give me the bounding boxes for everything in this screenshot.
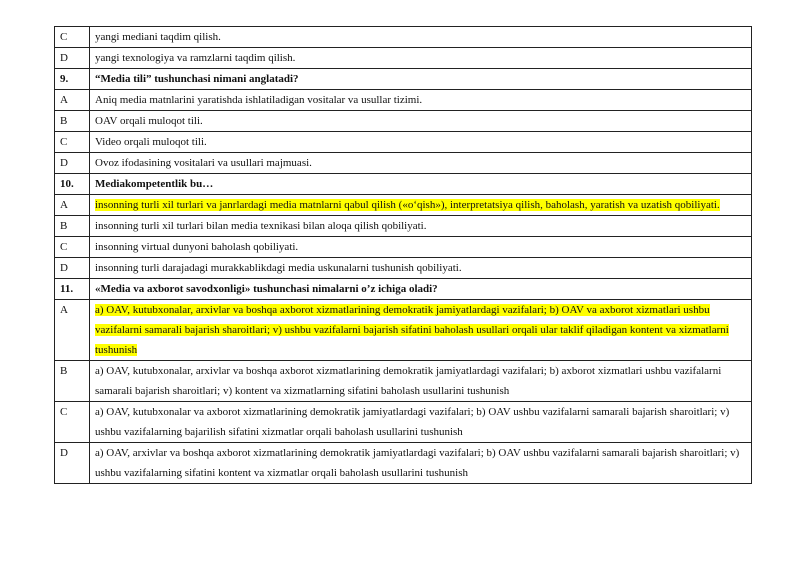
option-key: A	[55, 300, 90, 361]
question-number: 9.	[55, 69, 90, 90]
option-key: B	[55, 361, 90, 402]
highlighted-answer: insonning turli xil turlari va janrlardagi media matnlarni qabul qilish («o‘qish»), interpretatsiya qilish, baholash, yaratish va uzatish qobiliyati.	[95, 199, 720, 211]
question-number: 10.	[55, 174, 90, 195]
option-text: insonning virtual dunyoni baholash qobiliyati.	[90, 237, 752, 258]
table-row	[55, 402, 752, 443]
option-text: Ovoz ifodasining vositalari va usullari majmuasi.	[90, 153, 752, 174]
question-row	[55, 174, 752, 195]
option-text-highlighted	[90, 300, 752, 361]
table-row	[55, 443, 752, 484]
option-key: D	[55, 258, 90, 279]
option-text-highlighted	[90, 195, 752, 216]
table-row	[55, 27, 752, 48]
option-key: D	[55, 48, 90, 69]
table-row	[55, 195, 752, 216]
table-row	[55, 132, 752, 153]
question-row	[55, 69, 752, 90]
table-row	[55, 90, 752, 111]
option-key: D	[55, 443, 90, 484]
option-key: B	[55, 111, 90, 132]
option-key: A	[55, 195, 90, 216]
table-row	[55, 153, 752, 174]
quiz-table	[54, 26, 752, 484]
question-text: «Media va axborot savodxonligi» tushunchasi nimalarni o’z ichiga oladi?	[90, 279, 752, 300]
option-key: C	[55, 132, 90, 153]
option-text: OAV orqali muloqot tili.	[90, 111, 752, 132]
option-text: Video orqali muloqot tili.	[90, 132, 752, 153]
question-text: “Media tili” tushunchasi nimani anglatadi?	[90, 69, 752, 90]
option-key: B	[55, 216, 90, 237]
table-row	[55, 258, 752, 279]
option-key: A	[55, 90, 90, 111]
table-row	[55, 361, 752, 402]
option-key: C	[55, 402, 90, 443]
option-text: a) OAV, kutubxonalar va axborot xizmatlarining demokratik jamiyatlardagi vazifalari; b) OAV ushbu vazifalarni samarali bajarish sharoitlari; v) ushbu vazifalarning bajarilish sifatini xizmatlar orqali baholash usullarini tushunish	[90, 402, 752, 443]
option-text: yangi mediani taqdim qilish.	[90, 27, 752, 48]
table-row	[55, 111, 752, 132]
option-text: insonning turli darajadagi murakkablikdagi media uskunalarni tushunish qobiliyati.	[90, 258, 752, 279]
option-key: C	[55, 237, 90, 258]
table-row	[55, 237, 752, 258]
question-row	[55, 279, 752, 300]
table-row	[55, 216, 752, 237]
option-text: a) OAV, arxivlar va boshqa axborot xizmatlarining demokratik jamiyatlardagi vazifalari; b) OAV ushbu vazifalarni samarali bajarish sharoitlari; v) ushbu vazifalarning sifatini kontent va xizmatlar orqali baholash usullarini tushunish	[90, 443, 752, 484]
option-text: a) OAV, kutubxonalar, arxivlar va boshqa axborot xizmatlarining demokratik jamiyatlardagi vazifalari; b) axborot xizmatlari ushbu vazifalarni samarali bajarish sharoitlari; v) kontent va xizmatlarning sifatini baholash usullarini tushunish	[90, 361, 752, 402]
question-text: Mediakompetentlik bu…	[90, 174, 752, 195]
highlighted-answer: a) OAV, kutubxonalar, arxivlar va boshqa axborot xizmatlarining demokratik jamiyatlardagi vazifalari; b) OAV va axborot xizmatlari ushbu vazifalarni samarali bajarish sharoitlari; v) ushbu vazifalarni bajarish sifatini baholash usullari orqali ular taklif qiladigan kontent va xizmatlarni tushunish	[95, 304, 729, 356]
option-text: Aniq media matnlarini yaratishda ishlatiladigan vositalar va usullar tizimi.	[90, 90, 752, 111]
table-row	[55, 48, 752, 69]
option-key: D	[55, 153, 90, 174]
question-number: 11.	[55, 279, 90, 300]
option-text: insonning turli xil turlari bilan media texnikasi bilan aloqa qilish qobiliyati.	[90, 216, 752, 237]
table-row	[55, 300, 752, 361]
option-text: yangi texnologiya va ramzlarni taqdim qilish.	[90, 48, 752, 69]
option-key: C	[55, 27, 90, 48]
